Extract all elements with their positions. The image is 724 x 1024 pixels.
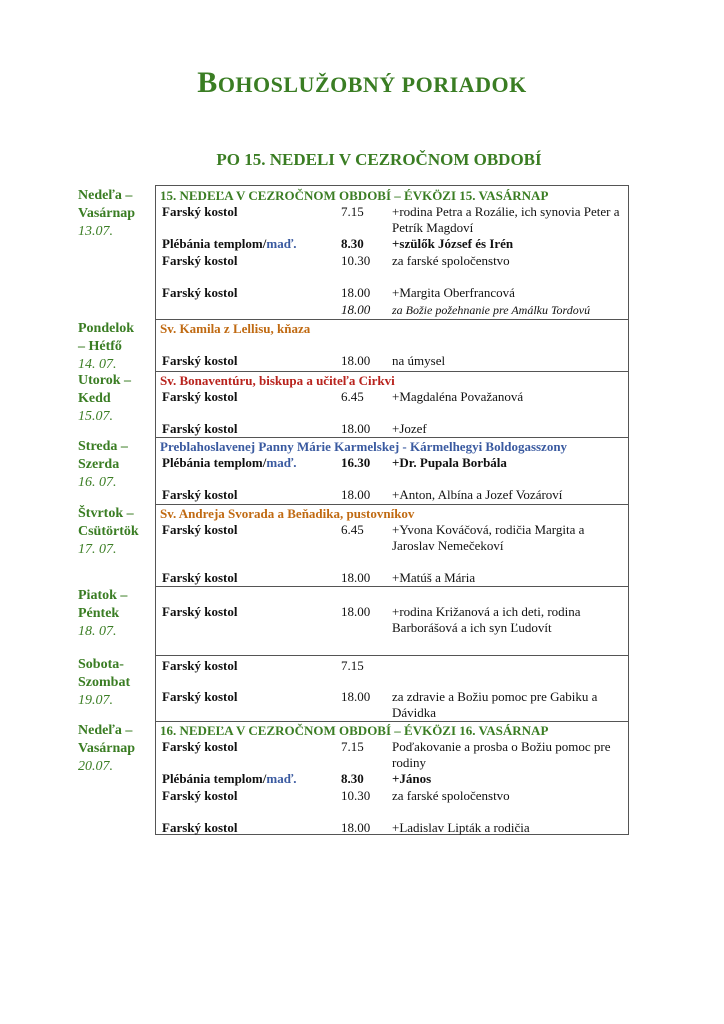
location: Farský kostol [162,421,238,436]
location: Farský kostol [162,487,238,502]
mass-time: 6.45 [341,389,364,404]
schedule-table [155,185,629,835]
mass-intention: +Jozef [392,421,427,436]
row-divider [156,655,628,656]
day-date: 17. 07. [78,542,117,557]
location: Farský kostol [162,570,238,585]
mass-intention: +rodina Petra a Rozálie, ich synovia Peter a Petrík Magdoví [392,204,620,235]
mass-intention: +szülők József és Irén [392,236,514,251]
location: Farský kostol [162,522,238,537]
page-title [0,66,724,100]
day-heading: 15. NEDEĽA V CEZROČNOM OBDOBÍ – ÉVKÖZI 15. VASÁRNAP [160,188,549,203]
title-rest: OHOSLUŽOBNÝ PORIADOK [217,72,527,97]
location: Farský kostol [162,739,238,754]
mass-time: 18.00 [341,285,371,300]
day-label: Štvrtok – Csütörtök 17. 07. [78,505,152,559]
day-label: Nedeľa – Vasárnap 13.07. [78,187,152,241]
mass-intention: +Magdaléna Považanová [392,389,524,404]
location: Farský kostol [162,658,238,673]
row-divider [156,371,628,372]
location: Farský kostol [162,689,238,704]
mass-intention: +Matúš a Mária [392,570,476,585]
day-date: 18. 07. [78,624,117,639]
mass-time: 18.00 [341,570,371,585]
mass-intention: za Božie požehnanie pre Amálku Tordovú [392,303,591,317]
day-label: Streda – Szerda 16. 07. [78,438,152,492]
row-divider [156,319,628,320]
location: Plébánia templom/maď. [162,455,297,470]
mass-time: 18.00 [341,689,371,704]
day-label: Nedeľa – Vasárnap 20.07. [78,722,152,776]
mass-intention: +Anton, Albína a Jozef Vozároví [392,487,563,502]
day-date: 19.07. [78,693,113,708]
day-label: Sobota- Szombat 19.07. [78,656,152,710]
location: Farský kostol [162,253,238,268]
day-date: 14. 07. [78,357,117,372]
location: Farský kostol [162,204,238,219]
mass-time: 10.30 [341,788,371,803]
mass-time: 18.00 [341,302,371,317]
mass-time: 18.00 [341,604,371,619]
day-date: 16. 07. [78,475,117,490]
location: Farský kostol [162,389,238,404]
day-label: Utorok – Kedd 15.07. [78,372,152,426]
day-date: 20.07. [78,759,113,774]
location: Farský kostol [162,604,238,619]
mass-time: 18.00 [341,421,371,436]
mass-time: 7.15 [341,204,364,219]
row-divider [156,504,628,505]
mass-time: 18.00 [341,487,371,502]
mass-time: 18.00 [341,820,371,835]
mass-intention: +János [392,771,432,786]
location: Farský kostol [162,820,238,835]
day-heading: 16. NEDEĽA V CEZROČNOM OBDOBÍ – ÉVKÖZI 16. VASÁRNAP [160,723,549,738]
row-divider [156,437,628,438]
page-subtitle: PO 15. NEDELI V CEZROČNOM OBDOBÍ [216,150,542,169]
title-initial: B [197,66,218,99]
mass-intention: +rodina Križanová a ich deti, rodina Barborášová a ich syn Ľudovít [392,604,581,635]
day-date: 13.07. [78,224,113,239]
location: Farský kostol [162,788,238,803]
location: Farský kostol [162,353,238,368]
mass-intention: +Margita Oberfrancová [392,285,515,300]
day-heading: Sv. Bonaventúru, biskupa a učiteľa Cirkvi [160,373,395,388]
location: Plébánia templom/maď. [162,771,297,786]
mass-intention: +Yvona Kováčová, rodičia Margita a Jaroslav Nemečekoví [392,522,585,553]
row-divider [156,586,628,587]
mass-time: 7.15 [341,739,364,754]
mass-time: 10.30 [341,253,371,268]
mass-time: 18.00 [341,353,371,368]
location: Farský kostol [162,285,238,300]
mass-intention: +Ladislav Lipták a rodičia [392,820,530,835]
mass-intention: +Dr. Pupala Borbála [392,455,507,470]
day-heading: Preblahoslavenej Panny Márie Karmelskej - Kármelhegyi Boldogasszony [160,439,568,454]
day-heading: Sv. Kamila z Lellisu, kňaza [160,321,311,336]
mass-time: 8.30 [341,771,364,786]
mass-time: 16.30 [341,455,371,470]
day-date: 15.07. [78,409,113,424]
mass-time: 8.30 [341,236,364,251]
day-label: Pondelok – Hétfő 14. 07. [78,320,152,374]
mass-time: 7.15 [341,658,364,673]
mass-intention: za farské spoločenstvo [392,253,510,268]
mass-intention: za zdravie a Božiu pomoc pre Gabiku a Dávidka [392,689,598,720]
row-divider [156,721,628,722]
mass-intention: na úmysel [392,353,446,368]
mass-intention: za farské spoločenstvo [392,788,510,803]
day-heading: Sv. Andreja Svorada a Beňadika, pustovníkov [160,506,415,521]
location: Plébánia templom/maď. [162,236,297,251]
mass-intention: Poďakovanie a prosba o Božiu pomoc pre rodiny [392,739,611,770]
day-label: Piatok – Péntek 18. 07. [78,587,152,641]
mass-time: 6.45 [341,522,364,537]
